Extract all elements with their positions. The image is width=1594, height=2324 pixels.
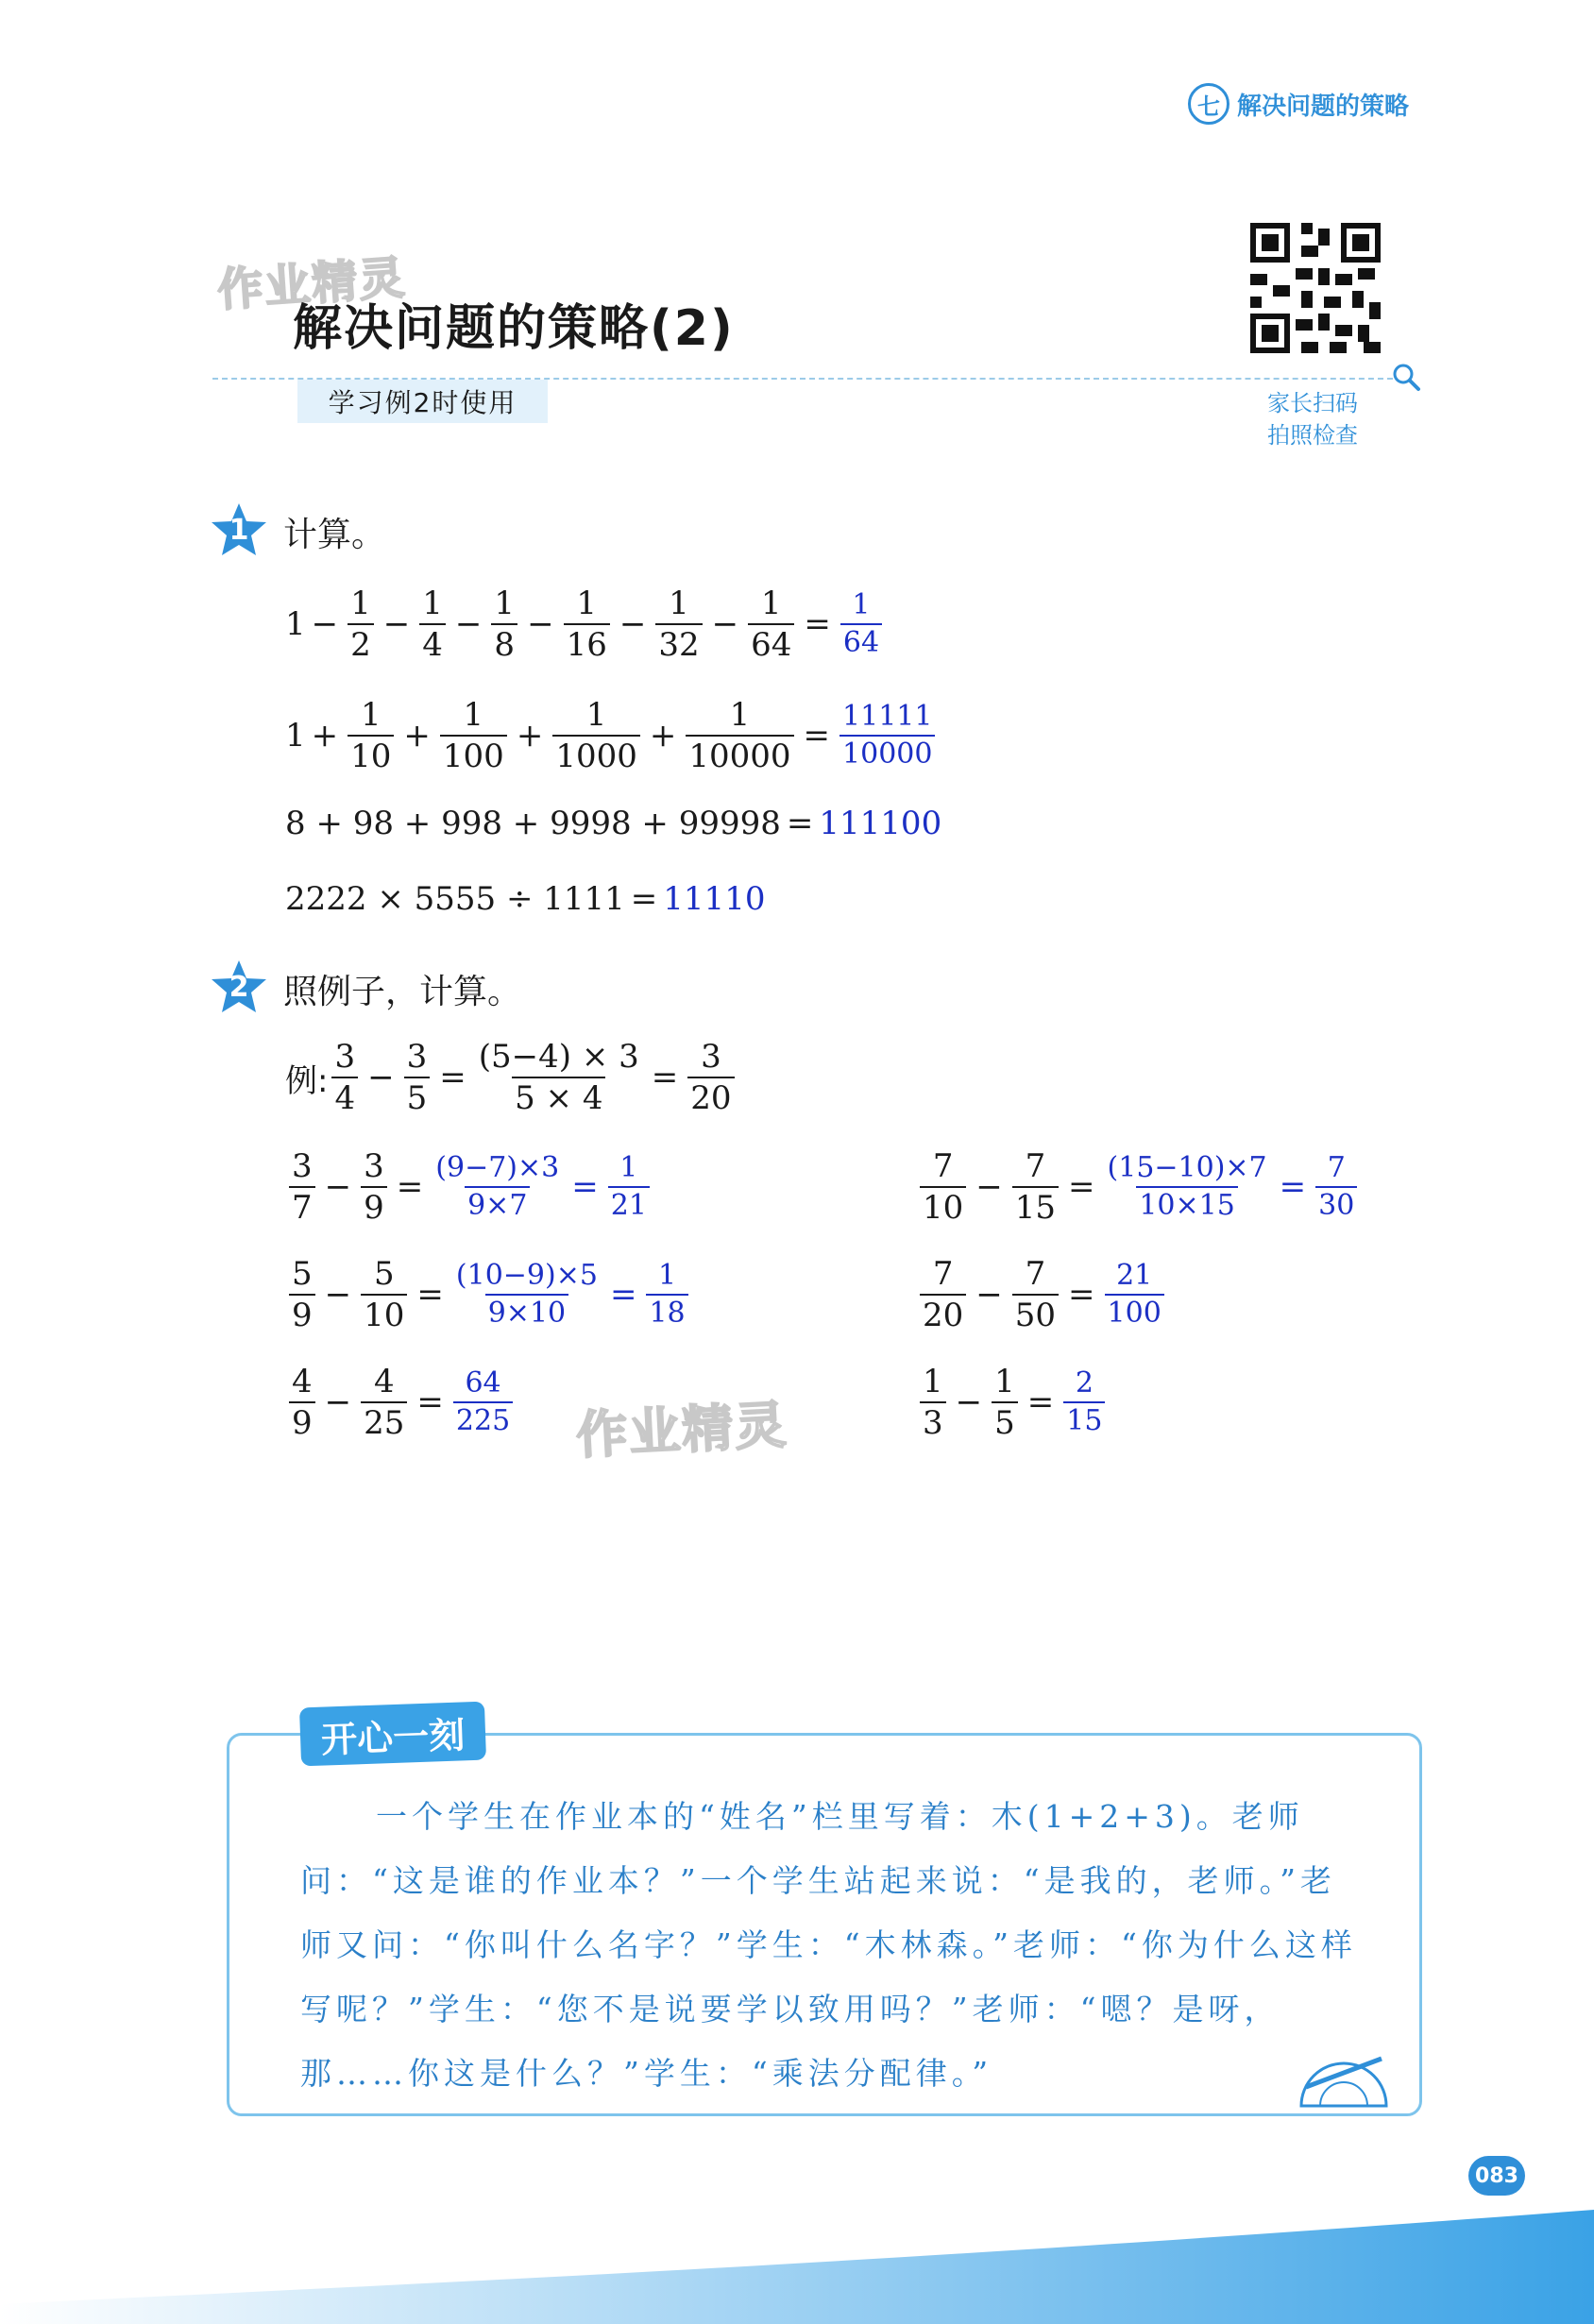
p2-item-5: $\frac{4}{9}$ − $\frac{4}{25}$ = $\frac{64}{225}$ [285, 1366, 517, 1439]
p2-item-4: $\frac{7}{20}$ − $\frac{7}{50}$ = $\frac{21}{100}$ [916, 1258, 1168, 1332]
eq1-frac-3: $\frac{1}{8}$ [491, 587, 517, 661]
eq2-frac-1: $\frac{1}{10}$ [348, 699, 394, 772]
problem-2-badge [210, 958, 268, 1020]
joke-title: 开心一刻 [299, 1702, 486, 1767]
eq1-whole: 1 [285, 605, 306, 643]
equation-4: 2222 × 5555 ÷ 1111 = 11110 [285, 880, 766, 918]
joke-text: 一个学生在作业本的“姓名”栏里写着：木(1+2+3)。老师问：“这是谁的作业本？”一个学生站起来说：“是我的，老师。”老师又问：“你叫什么名字？”学生：“木林森。”老师：“你为什么这样写呢？”学生：“您不是说要学以致用吗？”老师：“嗯？是呀，那……你这是什么？”学生：“乘法分配律。” [300, 1798, 1357, 2092]
eq1-answer: $\frac{1}{64}$ [837, 591, 886, 657]
p2-item-6: $\frac{1}{3}$ − $\frac{1}{5}$ = $\frac{2}{15}$ [916, 1366, 1109, 1439]
eq2-frac-2: $\frac{1}{100}$ [440, 699, 507, 772]
p2-item-3: $\frac{5}{9}$ − $\frac{5}{10}$ = $\frac{(10-9)\times 5}{9\times 10}$ = $\frac{1}{18}$ [285, 1258, 692, 1332]
equation-1: 1 − $\frac{1}{2}$ − $\frac{1}{4}$ − $\frac{1}{8}$ − $\frac{1}{16}$ − $\frac{1}{32}$ − $\frac{1}{64}$ = $\frac{1}{64}$ [285, 587, 886, 661]
eq4-expr: 2222 × 5555 ÷ 1111 [285, 880, 625, 918]
page-title: 解决问题的策略(2) [293, 300, 735, 357]
eq1-frac-5: $\frac{1}{32}$ [655, 587, 702, 661]
qr-caption-line2: 拍照检查 [1267, 422, 1358, 449]
eq3-expr: 8 + 98 + 998 + 9998 + 99998 [285, 805, 781, 842]
eq4-answer: 11110 [663, 880, 766, 918]
eq2-frac-3: $\frac{1}{1000}$ [552, 699, 640, 772]
eq2-frac-4: $\frac{1}{10000}$ [686, 699, 793, 772]
chapter-title: 解决问题的策略 [1237, 92, 1410, 121]
eq3-answer: 111100 [819, 805, 942, 842]
footer-wave [0, 2210, 1594, 2324]
example: 例: $\frac{3}{4}$ − $\frac{3}{5}$ = $\frac{(5-4) \times 3}{5 \times 4}$ = $\frac{3}{20}$ [285, 1041, 738, 1114]
p2-item-6-answer: $\frac{2}{15}$ [1060, 1369, 1109, 1435]
eq2-answer: $\frac{11111}{10000}$ [836, 703, 939, 769]
eq1-frac-2: $\frac{1}{4}$ [419, 587, 446, 661]
watermark: 作业精灵 [215, 251, 409, 317]
eq2-whole: 1 [285, 717, 306, 755]
qr-caption [1246, 387, 1379, 451]
page-number: 083 [1468, 2156, 1525, 2196]
magnifier-icon [1390, 361, 1422, 393]
p2-item-3-answer: $\frac{1}{18}$ [642, 1262, 691, 1328]
problem-1-badge [210, 500, 268, 563]
p2-item-1-work: $\frac{(9-7)\times 3}{9\times 7}$ [435, 1151, 560, 1222]
problem-1-label: 计算。 [283, 516, 386, 554]
p2-item-2: $\frac{7}{10}$ − $\frac{7}{15}$ = $\frac{(15-10)\times 7}{10\times 15}$ = $\frac{7}{30}$ [916, 1150, 1361, 1224]
qr-caption-line1: 家长扫码 [1267, 390, 1358, 416]
p2-item-1-answer: $\frac{1}{21}$ [604, 1154, 653, 1220]
equation-3: 8 + 98 + 998 + 9998 + 99998 = 111100 [285, 805, 942, 842]
p2-item-4-answer: $\frac{21}{100}$ [1101, 1262, 1168, 1328]
eq1-frac-4: $\frac{1}{16}$ [564, 587, 610, 661]
p2-item-1: $\frac{3}{7}$ − $\frac{3}{9}$ = $\frac{(9-7)\times 3}{9\times 7}$ = $\frac{1}{21}$ [285, 1150, 653, 1224]
chapter-tag [1188, 83, 1409, 125]
eq1-frac-1: $\frac{1}{2}$ [348, 587, 374, 661]
qr-code[interactable] [1245, 217, 1386, 359]
watermark-2: 作业精灵 [574, 1395, 789, 1466]
chapter-number: 七 [1188, 83, 1229, 125]
example-prefix: 例: [285, 1061, 329, 1100]
problem-1-number: 1 [229, 514, 249, 547]
p2-item-2-work: $\frac{(15-10)\times 7}{10\times 15}$ [1107, 1151, 1267, 1222]
problem-2-label: 照例子，计算。 [283, 973, 522, 1011]
eq1-frac-6: $\frac{1}{64}$ [748, 587, 794, 661]
equation-2: 1 + $\frac{1}{10}$ + $\frac{1}{100}$ + $\frac{1}{1000}$ + $\frac{1}{10000}$ = $\frac{11111}{10000}$ [285, 699, 939, 772]
p2-item-5-answer: $\frac{64}{225}$ [449, 1369, 517, 1435]
subtitle: 学习例2时使用 [297, 380, 548, 423]
p2-item-3-work: $\frac{(10-9)\times 5}{9\times 10}$ [455, 1259, 598, 1330]
problem-2-number: 2 [229, 971, 249, 1004]
p2-item-2-answer: $\frac{7}{30}$ [1312, 1154, 1361, 1220]
protractor-pencil-icon [1292, 2049, 1396, 2115]
